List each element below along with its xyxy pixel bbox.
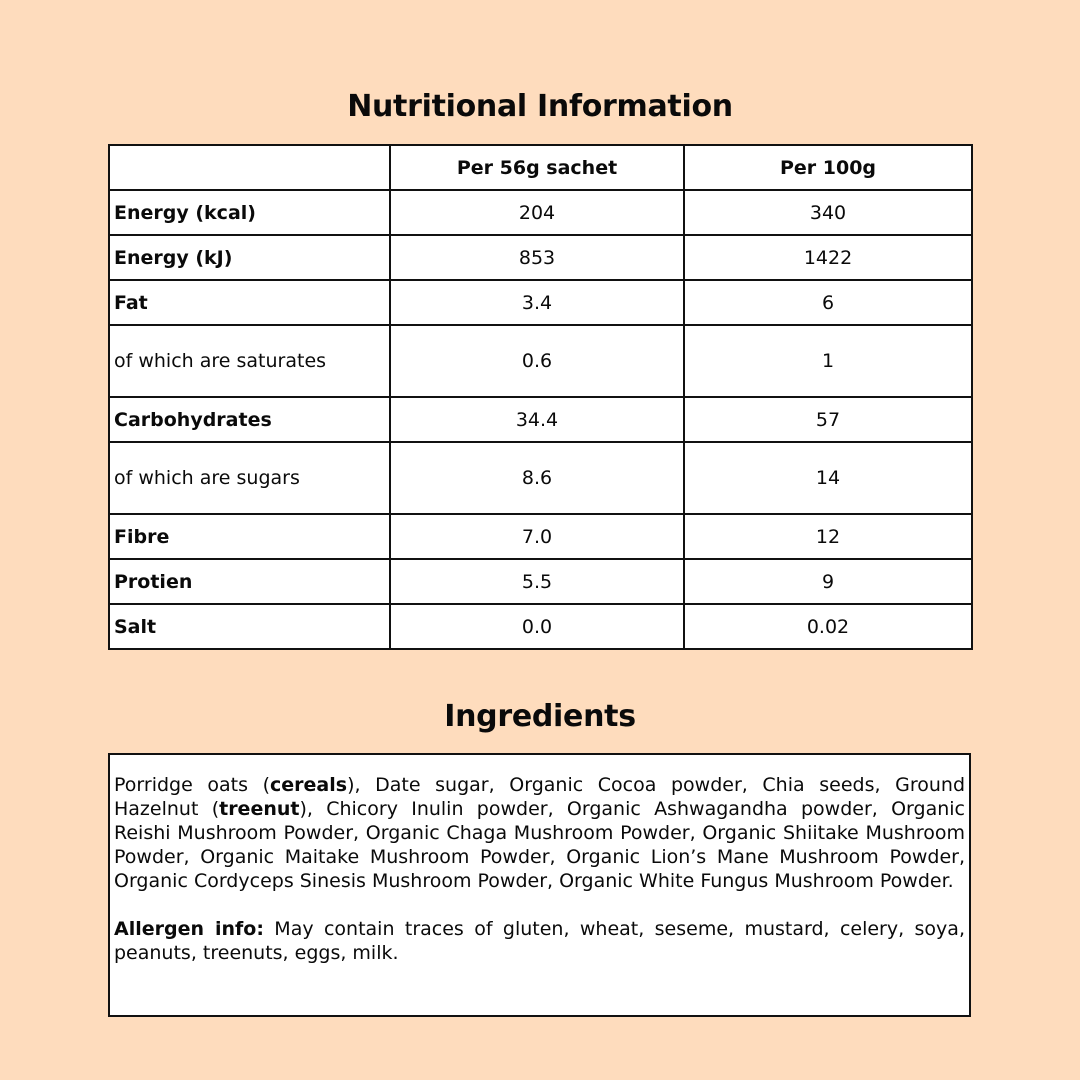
- nutrition-title: Nutritional Information: [347, 89, 733, 124]
- row-label-salt: Salt: [109, 604, 390, 649]
- row-label-saturates: of which are saturates: [109, 325, 390, 397]
- cell-per-sachet: 853: [390, 235, 684, 280]
- table-row: [109, 514, 972, 559]
- ingredients-text: Porridge oats (: [114, 774, 271, 796]
- row-label-fibre: Fibre: [109, 514, 390, 559]
- ingredients-list: [114, 773, 965, 893]
- row-label-energy-kcal: Energy (kcal): [109, 190, 390, 235]
- row-label-sugars: of which are sugars: [109, 442, 390, 514]
- table-row: [109, 280, 972, 325]
- cell-per-100g: 1: [684, 325, 972, 397]
- header-per-100g: Per 100g: [684, 145, 972, 190]
- row-label-fat: Fat: [109, 280, 390, 325]
- table-row: [109, 235, 972, 280]
- allergen-highlight: treenut: [219, 798, 300, 820]
- row-label-carbohydrates: Carbohydrates: [109, 397, 390, 442]
- cell-per-sachet: 5.5: [390, 559, 684, 604]
- cell-per-100g: 340: [684, 190, 972, 235]
- cell-per-sachet: 34.4: [390, 397, 684, 442]
- allergen-highlight: cereals: [270, 774, 348, 796]
- cell-per-100g: 9: [684, 559, 972, 604]
- cell-per-100g: 12: [684, 514, 972, 559]
- ingredients-text: ), Date sugar, Organic Cocoa powder, Chia seeds, Ground Hazelnut (: [114, 774, 965, 820]
- cell-per-100g: 1422: [684, 235, 972, 280]
- table-row: [109, 397, 972, 442]
- allergen-text: May contain traces of gluten, wheat, seseme, mustard, celery, soya, peanuts, treenuts, eggs, milk.: [114, 918, 965, 964]
- cell-per-sachet: 7.0: [390, 514, 684, 559]
- table-row: [109, 442, 972, 514]
- cell-per-sachet: 0.0: [390, 604, 684, 649]
- nutrition-table: [108, 144, 973, 650]
- allergen-label: Allergen info:: [114, 918, 264, 940]
- cell-per-sachet: 8.6: [390, 442, 684, 514]
- table-row: [109, 604, 972, 649]
- cell-per-sachet: 0.6: [390, 325, 684, 397]
- cell-per-100g: 57: [684, 397, 972, 442]
- table-row: [109, 190, 972, 235]
- table-row: [109, 325, 972, 397]
- cell-per-100g: 0.02: [684, 604, 972, 649]
- row-label-energy-kj: Energy (kJ): [109, 235, 390, 280]
- table-header-row: [109, 145, 972, 190]
- ingredients-title: Ingredients: [444, 699, 636, 734]
- table-row: [109, 559, 972, 604]
- ingredients-text: ), Chicory Inulin powder, Organic Ashwagandha powder, Organic Reishi Mushroom Powder, Organic Chaga Mushroom Powder, Organic Shiitake Mushroom Powder, Organic Maitake Mushroom Powder, Organic Lion’s Mane Mushroom Powder, Organic Cordyceps Sinesis Mushroom Powder, Organic White Fungus Mushroom Powder.: [114, 798, 965, 892]
- row-label-protein: Protien: [109, 559, 390, 604]
- header-per-sachet: Per 56g sachet: [390, 145, 684, 190]
- header-label-cell: [109, 145, 390, 190]
- allergen-info: [114, 917, 965, 965]
- ingredients-box: [108, 753, 971, 1017]
- cell-per-sachet: 204: [390, 190, 684, 235]
- cell-per-100g: 14: [684, 442, 972, 514]
- cell-per-sachet: 3.4: [390, 280, 684, 325]
- cell-per-100g: 6: [684, 280, 972, 325]
